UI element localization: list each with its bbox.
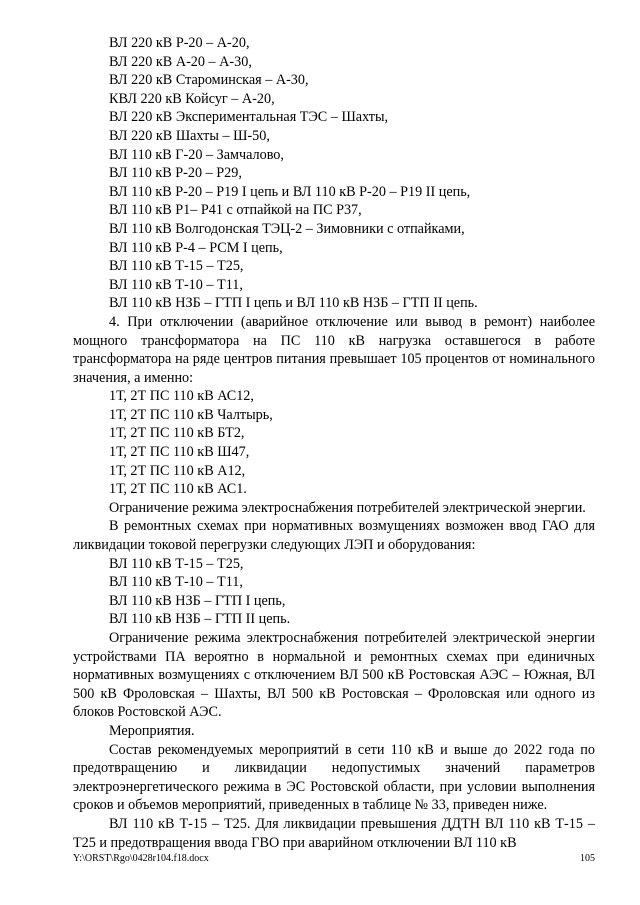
- list-item: ВЛ 110 кВ НЗБ – ГТП I цепь и ВЛ 110 кВ НЗБ – ГТП II цепь.: [109, 295, 478, 312]
- list-item: ВЛ 220 кВ Экспериментальная ТЭС – Шахты,: [109, 109, 389, 126]
- list-item: КВЛ 220 кВ Койсуг – А-20,: [109, 90, 275, 107]
- list-item: ВЛ 110 кВ Т-10 – Т11,: [109, 574, 243, 591]
- list-item: 1Т, 2Т ПС 110 кВ Ш47,: [109, 444, 250, 461]
- list-item: ВЛ 110 кВ НЗБ – ГТП II цепь.: [109, 611, 291, 628]
- paragraph-transformer-overload: 4. При отключении (аварийное отключение или вывод в ремонт) наиболее мощного трансформатора на ПС 110 кВ нагрузка оставшегося в работе трансформатора на ряде центров питания превышает 105 процентов от номинального значения, а именно:: [73, 313, 595, 386]
- list-item: 1Т, 2Т ПС 110 кВ Чалтырь,: [109, 406, 273, 423]
- list-item: ВЛ 220 кВ Шахты – Ш-50,: [109, 127, 270, 144]
- list-gao-lines: [73, 555, 595, 629]
- paragraph-measures-heading: Мероприятия.: [109, 722, 195, 739]
- list-item: ВЛ 110 кВ НЗБ – ГТП I цепь,: [109, 592, 286, 609]
- list-item: ВЛ 110 кВ Р1– Р41 с отпайкой на ПС Р37,: [109, 202, 362, 219]
- footer-page-number: 105: [580, 853, 595, 864]
- list-item: ВЛ 110 кВ Р-20 – Р29,: [109, 165, 242, 182]
- list-item: ВЛ 110 кВ Волгодонская ТЭЦ-2 – Зимовники с отпайками,: [109, 220, 465, 237]
- paragraph-measures-composition: Состав рекомендуемых мероприятий в сети 110 кВ и выше до 2022 года по предотвращению и ликвидации недопустимых значений параметров электроэнергетического режима в ЭС Ростовской области, при условии выполнения сроков и объемов мероприятий, приведенных в таблице № 33, приведен ниже.: [73, 741, 595, 814]
- paragraph-vl-t15-t25: ВЛ 110 кВ Т-15 – Т25. Для ликвидации превышения ДДТН ВЛ 110 кВ Т-15 – Т25 и предотвращения ввода ГВО при аварийном отключении ВЛ 110 кВ: [73, 815, 595, 851]
- list-item: ВЛ 110 кВ Т-10 – Т11,: [109, 276, 243, 293]
- list-item: ВЛ 110 кВ Т-15 – Т25,: [109, 555, 244, 572]
- list-item: ВЛ 110 кВ Г-20 – Замчалово,: [109, 146, 284, 163]
- list-item: 1Т, 2Т ПС 110 кВ АС12,: [109, 388, 254, 405]
- list-item: ВЛ 110 кВ Т-15 – Т25,: [109, 258, 244, 275]
- paragraph-pa-limitation: Ограничение режима электроснабжения потребителей электрической энергии устройствами ПА вероятно в нормальной и ремонтных схемах при единичных нормативных возмущениях с отключением ВЛ 500 кВ Ростовская АЭС – Южная, ВЛ 500 кВ Фроловская – Шахты, ВЛ 500 кВ Ростовская – Фроловская или одного из блоков Ростовской АЭС.: [73, 630, 595, 721]
- list-item: ВЛ 110 кВ Р-20 – Р19 I цепь и ВЛ 110 кВ Р-20 – Р19 II цепь,: [109, 183, 471, 200]
- list-item: 1Т, 2Т ПС 110 кВ А12,: [109, 462, 246, 479]
- list-item: ВЛ 110 кВ Р-4 – РСМ I цепь,: [109, 239, 283, 256]
- list-item: ВЛ 220 кВ Р-20 – А-20,: [109, 35, 250, 51]
- list-item: ВЛ 220 кВ А-20 – А-30,: [109, 53, 252, 70]
- list-transformers: [73, 387, 595, 499]
- footer-file-path: Y:\ORST\Rgo\0428r104.f18.docx: [73, 853, 209, 864]
- list-item: ВЛ 220 кВ Староминская – А-30,: [109, 72, 309, 89]
- list-item: 1Т, 2Т ПС 110 кВ АС1.: [109, 481, 247, 498]
- list-overloaded-lines: [73, 34, 595, 313]
- paragraph-supply-limitation: Ограничение режима электроснабжения потребителей электрической энергии.: [109, 499, 586, 516]
- list-item: 1Т, 2Т ПС 110 кВ БТ2,: [109, 425, 245, 442]
- page-body: [73, 34, 595, 852]
- paragraph-repair-schemes: В ремонтных схемах при нормативных возмущениях возможен ввод ГАО для ликвидации токовой перегрузки следующих ЛЭП и оборудования:: [73, 518, 595, 554]
